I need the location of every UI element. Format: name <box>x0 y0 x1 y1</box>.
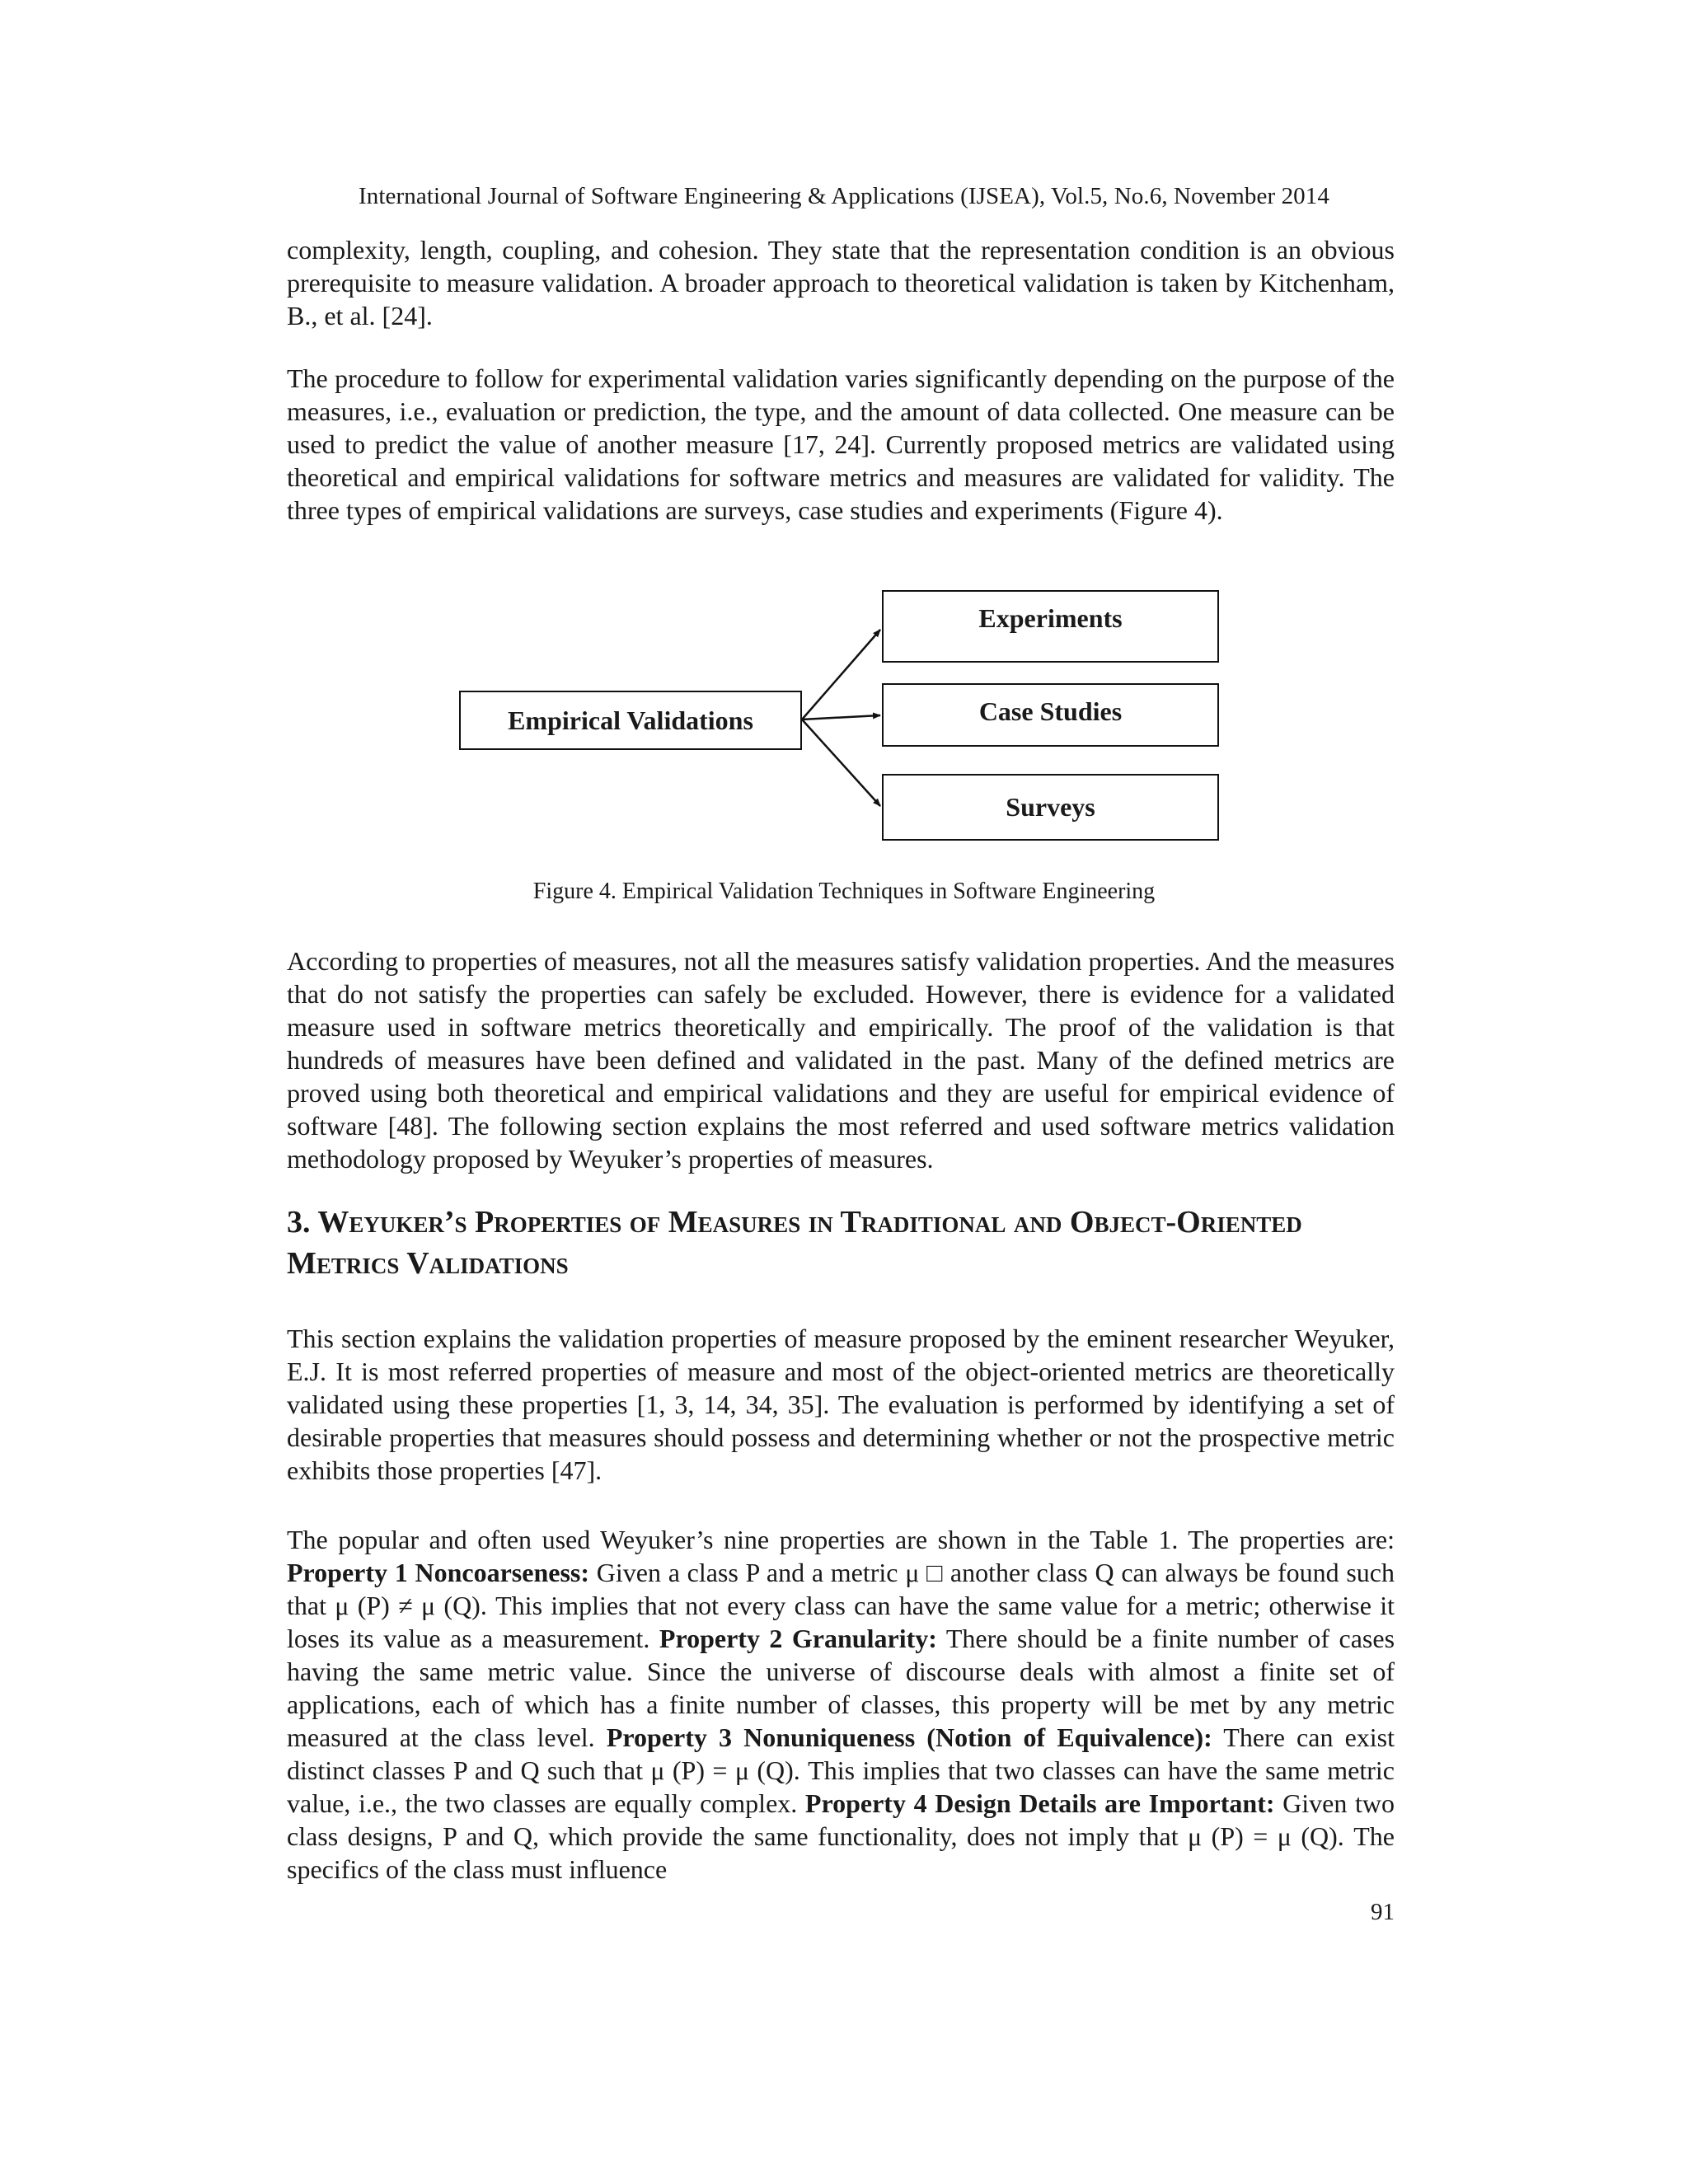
paragraph-2: The procedure to follow for experimental validation varies significantly depending on the purpose of the measures, i.e., evaluation or prediction, the type, and the amount of data collected. One measure can be used to predict the value of another measure [17, 24]. Currently proposed metrics are validated using theoretical and empirical validations for software metrics and measures are validated for validity. The three types of empirical validations are surveys, case studies and experiments (Figure 4). <box>287 363 1395 525</box>
arrow-to-surveys <box>802 719 880 806</box>
paragraph-5 <box>287 1523 1395 1886</box>
property-4-title: Property 4 Design Details are Important: <box>804 1788 1275 1818</box>
arrow-to-case-studies <box>802 715 880 719</box>
property-4-text: Given two class designs, P and Q, which provide the same functionality, does not imply that μ (P) = μ (Q). The specifics of the class must influence <box>287 1788 1395 1884</box>
running-header: International Journal of Software Engineering & Applications (IJSEA), Vol.5, No.6, November 2014 <box>359 183 1329 209</box>
p5-intro: The popular and often used Weyuker’s nine properties are shown in the Table 1. The properties are: <box>287 1525 1395 1554</box>
paragraph-4: This section explains the validation properties of measure proposed by the eminent researcher Weyuker, E.J. It is most referred properties of measure and most of the object-oriented metrics are theoretically validated using these properties [1, 3, 14, 34, 35]. The evaluation is performed by identifying a set of desirable properties that measures should possess and determining whether or not the prospective metric exhibits those properties [47]. <box>287 1324 1395 1485</box>
property-3-text: There can exist distinct classes P and Q such that μ (P) = μ (Q). This implies that two classes can have the same metric value, i.e., the two classes are equally complex. <box>287 1722 1395 1818</box>
property-2-title: Property 2 Granularity: <box>659 1624 937 1653</box>
property-3-title: Property 3 Nonuniqueness (Notion of Equivalence): <box>606 1722 1212 1752</box>
section-heading: 3. Weyuker’s Properties of Measures in Traditional and Object-Oriented Metrics Validations <box>287 1205 1302 1281</box>
property-2-text: There should be a finite number of cases having the same metric value. Since the universe of discourse deals with almost a finite set of applications, each of which has a finite number of classes, this property will be met by any metric measured at the class level. <box>287 1624 1395 1752</box>
page-number: 91 <box>1371 1899 1395 1925</box>
paragraph-3: According to properties of measures, not all the measures satisfy validation properties. And the measures that do not satisfy the properties can safely be excluded. However, there is evidence for a validated measure used in software metrics theoretically and empirically. The proof of the validation is that hundreds of measures have been defined and validated in the past. Many of the defined metrics are proved using both theoretical and empirical validations and they are useful for empirical evidence of software [48]. The following section explains the most referred and used software metrics validation methodology proposed by Weyuker’s properties of measures. <box>287 946 1395 1174</box>
experiments-box: Experiments <box>882 590 1219 663</box>
property-1-text: Given a class P and a metric μ □ another class Q can always be found such that μ (P) ≠ μ (Q). This implies that not every class can have the same value for a metric; otherwise it loses its value as a measurement. <box>287 1558 1395 1653</box>
figure-caption: Figure 4. Empirical Validation Techniques in Software Engineering <box>532 879 1156 904</box>
arrow-to-experiments <box>802 630 880 719</box>
surveys-box: Surveys <box>882 774 1219 841</box>
property-1-title: Property 1 Noncoarseness: <box>287 1558 590 1587</box>
empirical-validations-box: Empirical Validations <box>459 691 802 750</box>
case-studies-box: Case Studies <box>882 683 1219 747</box>
paragraph-1: complexity, length, coupling, and cohesion. They state that the representation condition is an obvious prerequisite to measure validation. A broader approach to theoretical validation is taken by Kitchenham, B., et al. [24]. <box>287 235 1395 330</box>
